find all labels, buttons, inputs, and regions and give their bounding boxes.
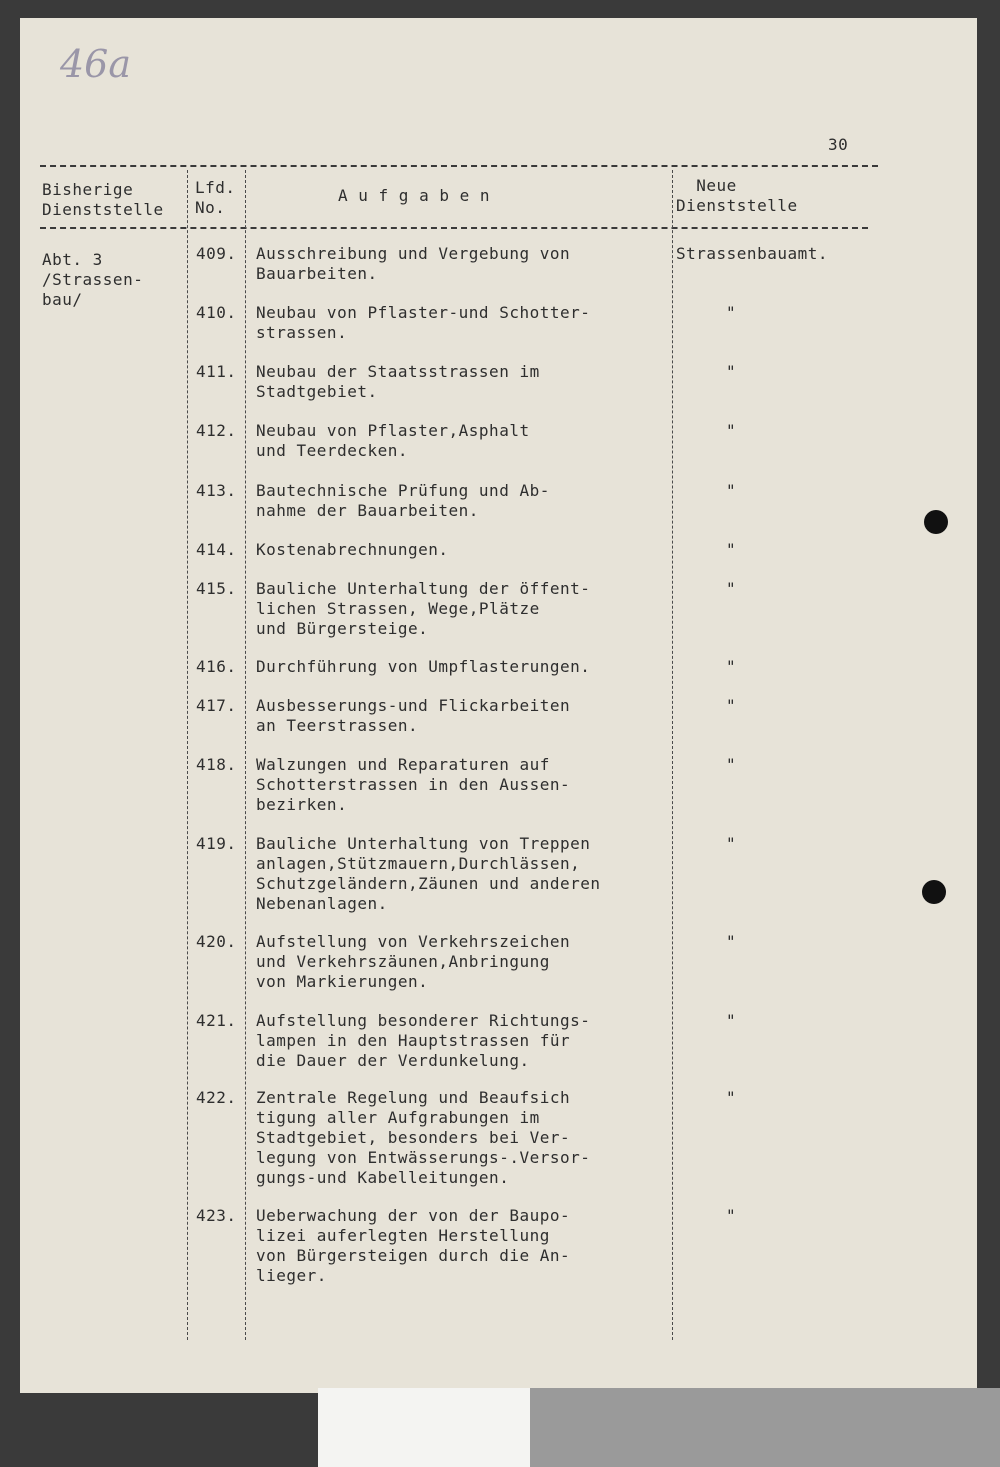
row-new-office: ": [726, 834, 737, 853]
punch-hole: [924, 510, 948, 534]
header-number: Lfd. No.: [195, 178, 236, 217]
row-task: Neubau von Pflaster,Asphalt und Teerdecken.: [256, 421, 530, 460]
row-new-office: ": [726, 1088, 737, 1107]
row-number: 422.: [196, 1088, 237, 1107]
row-new-office: ": [726, 755, 737, 774]
row-task: Bautechnische Prüfung und Ab- nahme der Bauarbeiten.: [256, 481, 550, 520]
row-task: Neubau von Pflaster-und Schotter- strassen.: [256, 303, 591, 342]
row-new-office: ": [726, 696, 737, 715]
row-new-office: ": [726, 1011, 737, 1030]
row-task: Zentrale Regelung und Beaufsich tigung aller Aufgrabungen im Stadtgebiet, besonders bei Ver- legung von Entwässerungs-.Versor- gungs-und Kabelleitungen.: [256, 1088, 591, 1187]
column-divider-3: [672, 170, 673, 1340]
row-number: 409.: [196, 244, 237, 263]
row-number: 420.: [196, 932, 237, 951]
row-task: Ausschreibung und Vergebung von Bauarbeiten.: [256, 244, 571, 283]
row-number: 423.: [196, 1206, 237, 1225]
row-number: 415.: [196, 579, 237, 598]
row-task: Bauliche Unterhaltung von Treppen anlagen,Stützmauern,Durchlässen, Schutzgeländern,Zäunen und anderen Nebenanlagen.: [256, 834, 601, 913]
row-task: Bauliche Unterhaltung der öffent- lichen Strassen, Wege,Plätze und Bürgersteige.: [256, 579, 591, 638]
table-top-rule: [40, 165, 878, 167]
row-number: 416.: [196, 657, 237, 676]
table-header-rule: [40, 227, 868, 229]
row-new-office: ": [726, 657, 737, 676]
row-task: Ueberwachung der von der Baupo- lizei auferlegten Herstellung von Bürgersteigen durch die An- lieger.: [256, 1206, 571, 1285]
header-tasks: A u f g a b e n: [338, 186, 490, 205]
department-label: Abt. 3 /Strassen- bau/: [42, 250, 144, 309]
scan-calibration-strip-gray: [530, 1388, 1000, 1467]
row-number: 417.: [196, 696, 237, 715]
row-new-office: ": [726, 303, 737, 322]
row-task: Neubau der Staatsstrassen im Stadtgebiet.: [256, 362, 540, 401]
row-task: Kostenabrechnungen.: [256, 540, 449, 559]
row-task: Walzungen und Reparaturen auf Schotterstrassen in den Aussen- bezirken.: [256, 755, 571, 814]
row-new-office: ": [726, 362, 737, 381]
row-new-office: ": [726, 932, 737, 951]
row-number: 411.: [196, 362, 237, 381]
row-number: 418.: [196, 755, 237, 774]
row-number: 421.: [196, 1011, 237, 1030]
scan-calibration-strip-white: [318, 1388, 530, 1467]
page-number: 30: [828, 135, 849, 154]
row-number: 419.: [196, 834, 237, 853]
punch-hole: [922, 880, 946, 904]
row-new-office: ": [726, 540, 737, 559]
header-previous-office: Bisherige Dienststelle: [42, 180, 164, 219]
column-divider-1: [187, 170, 188, 1340]
row-task: Durchführung von Umpflasterungen.: [256, 657, 591, 676]
row-new-office: ": [726, 481, 737, 500]
row-task: Ausbesserungs-und Flickarbeiten an Teerstrassen.: [256, 696, 571, 735]
row-new-office: ": [726, 579, 737, 598]
column-divider-2: [245, 170, 246, 1340]
row-number: 414.: [196, 540, 237, 559]
row-new-office: ": [726, 421, 737, 440]
row-number: 412.: [196, 421, 237, 440]
row-new-office: ": [726, 1206, 737, 1225]
row-number: 413.: [196, 481, 237, 500]
row-number: 410.: [196, 303, 237, 322]
row-new-office: Strassenbauamt.: [676, 244, 828, 263]
header-new-office: Neue Dienststelle: [676, 176, 798, 215]
row-task: Aufstellung von Verkehrszeichen und Verkehrszäunen,Anbringung von Markierungen.: [256, 932, 571, 991]
handwritten-annotation: 46a: [60, 42, 132, 86]
row-task: Aufstellung besonderer Richtungs- lampen in den Hauptstrassen für die Dauer der Verdunkelung.: [256, 1011, 591, 1070]
